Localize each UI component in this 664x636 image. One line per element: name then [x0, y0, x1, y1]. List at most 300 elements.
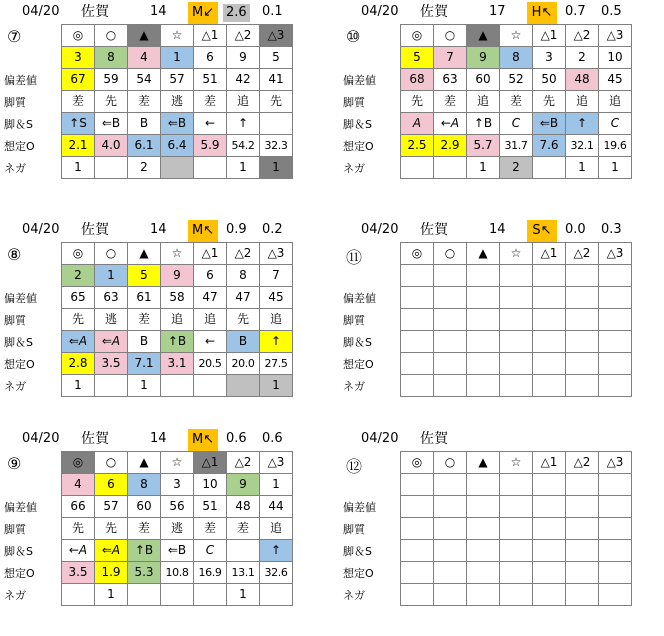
negative-cell — [500, 584, 533, 606]
horse-number-cell: 8 — [95, 47, 128, 69]
index-value-1: 0.9 — [226, 222, 247, 237]
pace-tag — [527, 429, 557, 451]
running-style-row — [401, 309, 632, 331]
prediction-grid — [400, 451, 632, 606]
negative-cell — [128, 584, 161, 606]
expected-odds-cell — [599, 562, 632, 584]
mark-cell: △3 — [599, 452, 632, 474]
expected-odds-cell: 16.9 — [194, 562, 227, 584]
negative-cell: 1 — [227, 157, 260, 179]
running-style-cell — [434, 518, 467, 540]
row-label: 脚質 — [343, 314, 365, 327]
negative-cell — [401, 157, 434, 179]
mark-cell: △2 — [566, 25, 599, 47]
running-style-row — [62, 518, 293, 540]
index-value-1: 0.6 — [226, 431, 247, 446]
deviation-cell: 60 — [467, 69, 500, 91]
row-label: 脚質 — [4, 96, 26, 109]
pace-tag: M↖ — [188, 220, 218, 242]
leg-speed-cell — [401, 331, 434, 353]
prediction-grid — [61, 242, 293, 397]
horse-number-cell — [467, 265, 500, 287]
negative-cell — [533, 584, 566, 606]
running-style-cell — [533, 309, 566, 331]
deviation-cell: 56 — [161, 496, 194, 518]
negative-cell: 2 — [500, 157, 533, 179]
deviation-cell: 50 — [533, 69, 566, 91]
row-label: ネガ — [343, 380, 365, 393]
mark-cell: △3 — [599, 25, 632, 47]
deviation-row — [401, 287, 632, 309]
row-label: 偏差値 — [343, 74, 376, 87]
horse-number-cell: 3 — [161, 474, 194, 496]
mark-cell: △3 — [260, 25, 293, 47]
horse-number-row — [401, 47, 632, 69]
expected-odds-cell: 7.6 — [533, 135, 566, 157]
horse-number-cell — [500, 265, 533, 287]
mark-cell: △3 — [599, 243, 632, 265]
deviation-cell: 63 — [434, 69, 467, 91]
mark-cell: ◎ — [62, 243, 95, 265]
expected-odds-cell: 2.9 — [434, 135, 467, 157]
negative-row — [62, 584, 293, 606]
leg-speed-cell: ⇐A — [95, 331, 128, 353]
expected-odds-cell: 5.7 — [467, 135, 500, 157]
expected-odds-row — [401, 562, 632, 584]
race-date: 04/20 — [361, 222, 399, 237]
row-label: 想定O — [4, 140, 35, 153]
mark-cell: ▲ — [128, 243, 161, 265]
running-style-cell: 追 — [161, 309, 194, 331]
row-label: 脚＆S — [343, 336, 372, 349]
deviation-cell: 60 — [128, 496, 161, 518]
running-style-cell: 差 — [62, 91, 95, 113]
running-style-cell: 逃 — [161, 91, 194, 113]
mark-cell: ○ — [95, 25, 128, 47]
negative-cell — [95, 157, 128, 179]
pace-tag: S↖ — [527, 220, 557, 242]
deviation-cell — [401, 496, 434, 518]
expected-odds-cell: 19.6 — [599, 135, 632, 157]
mark-cell: △1 — [533, 452, 566, 474]
expected-odds-cell: 10.8 — [161, 562, 194, 584]
running-style-cell: 先 — [95, 518, 128, 540]
expected-odds-cell — [434, 353, 467, 375]
leg-speed-cell — [260, 113, 293, 135]
prediction-grid — [400, 242, 632, 397]
row-label: 想定O — [4, 358, 35, 371]
horse-number-cell — [500, 474, 533, 496]
negative-cell: 1 — [62, 157, 95, 179]
leg-speed-cell: ← — [194, 113, 227, 135]
leg-speed-row — [62, 331, 293, 353]
leg-speed-cell: ↑B — [161, 331, 194, 353]
leg-speed-cell — [434, 540, 467, 562]
deviation-cell: 66 — [62, 496, 95, 518]
negative-cell — [194, 375, 227, 397]
mark-row — [62, 452, 293, 474]
row-label: 偏差値 — [343, 292, 376, 305]
expected-odds-row — [62, 135, 293, 157]
deviation-cell: 59 — [95, 69, 128, 91]
leg-speed-cell: ↑B — [128, 540, 161, 562]
deviation-cell: 54 — [128, 69, 161, 91]
leg-speed-cell: ←A — [62, 540, 95, 562]
mark-cell: ◎ — [401, 25, 434, 47]
leg-speed-row — [62, 540, 293, 562]
deviation-cell — [467, 287, 500, 309]
mark-cell: ○ — [434, 452, 467, 474]
mark-cell: ☆ — [500, 243, 533, 265]
mark-row — [62, 25, 293, 47]
row-label: 脚質 — [4, 314, 26, 327]
leg-speed-cell: B — [227, 331, 260, 353]
running-style-cell — [599, 518, 632, 540]
prediction-grid — [61, 451, 293, 606]
mark-cell: △3 — [260, 452, 293, 474]
prediction-grid — [61, 24, 293, 179]
expected-odds-cell: 3.5 — [62, 562, 95, 584]
venue: 佐賀 — [81, 4, 109, 20]
horse-number-cell: 1 — [260, 474, 293, 496]
expected-odds-cell: 32.3 — [260, 135, 293, 157]
expected-odds-cell: 6.1 — [128, 135, 161, 157]
race-panel — [0, 218, 310, 418]
horse-number-cell: 1 — [95, 265, 128, 287]
index-value-1: 0.0 — [565, 222, 586, 237]
running-style-cell — [533, 518, 566, 540]
horse-number-cell: 3 — [62, 47, 95, 69]
horse-number-cell — [401, 474, 434, 496]
mark-row — [401, 243, 632, 265]
horse-number-cell: 8 — [227, 265, 260, 287]
running-style-cell — [500, 518, 533, 540]
expected-odds-cell: 20.0 — [227, 353, 260, 375]
expected-odds-cell: 1.9 — [95, 562, 128, 584]
field-count: 14 — [150, 222, 167, 237]
mark-cell: ☆ — [500, 452, 533, 474]
mark-cell: ▲ — [467, 25, 500, 47]
expected-odds-cell — [500, 562, 533, 584]
expected-odds-cell: 2.1 — [62, 135, 95, 157]
race-header — [0, 218, 310, 242]
running-style-cell: 追 — [260, 309, 293, 331]
negative-cell — [95, 375, 128, 397]
running-style-row — [62, 309, 293, 331]
deviation-row — [401, 496, 632, 518]
running-style-cell: 追 — [194, 309, 227, 331]
deviation-cell — [566, 287, 599, 309]
mark-cell: ◎ — [62, 452, 95, 474]
horse-number-cell — [401, 265, 434, 287]
expected-odds-cell — [566, 353, 599, 375]
venue: 佐賀 — [420, 431, 448, 447]
running-style-cell: 追 — [260, 518, 293, 540]
running-style-cell: 差 — [128, 518, 161, 540]
negative-cell — [161, 584, 194, 606]
leg-speed-cell: ↑ — [566, 113, 599, 135]
expected-odds-cell: 2.8 — [62, 353, 95, 375]
running-style-cell — [500, 309, 533, 331]
venue: 佐賀 — [420, 222, 448, 238]
expected-odds-cell: 5.3 — [128, 562, 161, 584]
race-panel — [339, 427, 649, 627]
negative-cell — [467, 375, 500, 397]
race-panel — [339, 0, 649, 200]
row-label: 脚＆S — [4, 545, 33, 558]
leg-speed-cell — [500, 540, 533, 562]
deviation-cell — [533, 496, 566, 518]
row-label: 想定O — [343, 567, 374, 580]
horse-number-cell: 5 — [260, 47, 293, 69]
mark-cell: ☆ — [161, 25, 194, 47]
race-number: ⑧ — [7, 245, 22, 264]
leg-speed-cell — [566, 331, 599, 353]
horse-number-cell: 9 — [161, 265, 194, 287]
negative-row — [401, 157, 632, 179]
mark-cell: ○ — [434, 243, 467, 265]
index-value-1: 0.7 — [565, 4, 586, 19]
row-label: 想定O — [4, 567, 35, 580]
negative-cell — [161, 157, 194, 179]
mark-cell: ◎ — [62, 25, 95, 47]
race-number: ⑩ — [346, 27, 361, 46]
running-style-cell: 差 — [128, 309, 161, 331]
running-style-cell: 追 — [566, 91, 599, 113]
race-date: 04/20 — [361, 4, 399, 19]
negative-row — [401, 375, 632, 397]
deviation-cell — [500, 496, 533, 518]
expected-odds-cell: 31.7 — [500, 135, 533, 157]
expected-odds-cell — [401, 353, 434, 375]
deviation-cell: 68 — [401, 69, 434, 91]
horse-number-cell — [566, 474, 599, 496]
expected-odds-cell: 32.1 — [566, 135, 599, 157]
race-number: ⑫ — [346, 457, 363, 476]
negative-cell — [599, 584, 632, 606]
horse-number-cell — [434, 265, 467, 287]
negative-cell: 1 — [260, 375, 293, 397]
leg-speed-cell — [467, 331, 500, 353]
deviation-cell: 48 — [566, 69, 599, 91]
running-style-cell — [401, 309, 434, 331]
horse-number-cell: 9 — [467, 47, 500, 69]
deviation-cell — [434, 496, 467, 518]
mark-row — [401, 452, 632, 474]
horse-number-cell: 7 — [260, 265, 293, 287]
expected-odds-cell: 27.5 — [260, 353, 293, 375]
deviation-cell — [599, 496, 632, 518]
race-panel — [339, 218, 649, 418]
mark-cell: △2 — [227, 25, 260, 47]
negative-cell — [500, 375, 533, 397]
horse-number-cell — [533, 474, 566, 496]
running-style-cell: 差 — [194, 91, 227, 113]
leg-speed-cell: ⇐B — [533, 113, 566, 135]
expected-odds-cell — [401, 562, 434, 584]
deviation-cell — [599, 287, 632, 309]
horse-number-cell: 6 — [194, 265, 227, 287]
row-label: 偏差値 — [4, 501, 37, 514]
running-style-cell: 先 — [227, 309, 260, 331]
race-number: ⑦ — [7, 27, 22, 46]
expected-odds-cell: 3.1 — [161, 353, 194, 375]
negative-cell: 1 — [62, 375, 95, 397]
race-date: 04/20 — [22, 431, 60, 446]
horse-number-cell: 6 — [95, 474, 128, 496]
leg-speed-cell — [500, 331, 533, 353]
row-label: 脚＆S — [4, 336, 33, 349]
expected-odds-cell — [599, 353, 632, 375]
race-date: 04/20 — [22, 4, 60, 19]
leg-speed-cell — [533, 540, 566, 562]
race-panel — [0, 0, 310, 200]
running-style-row — [62, 91, 293, 113]
deviation-cell: 57 — [161, 69, 194, 91]
deviation-cell: 48 — [227, 496, 260, 518]
expected-odds-cell: 20.5 — [194, 353, 227, 375]
negative-cell — [467, 584, 500, 606]
mark-cell: △1 — [194, 25, 227, 47]
pace-tag: H↖ — [527, 2, 557, 24]
expected-odds-cell: 4.0 — [95, 135, 128, 157]
expected-odds-row — [401, 135, 632, 157]
running-style-cell — [566, 518, 599, 540]
field-count: 14 — [150, 431, 167, 446]
deviation-cell: 45 — [260, 287, 293, 309]
horse-number-row — [62, 265, 293, 287]
horse-number-cell — [599, 265, 632, 287]
leg-speed-cell — [434, 331, 467, 353]
negative-cell — [227, 375, 260, 397]
row-label: ネガ — [4, 589, 26, 602]
running-style-cell — [599, 309, 632, 331]
leg-speed-row — [401, 331, 632, 353]
running-style-cell — [467, 309, 500, 331]
pace-tag: M↖ — [188, 429, 218, 451]
expected-odds-row — [401, 353, 632, 375]
mark-cell: ▲ — [128, 452, 161, 474]
index-value-2: 0.5 — [601, 4, 622, 19]
mark-cell: ☆ — [161, 243, 194, 265]
mark-cell: △2 — [227, 243, 260, 265]
mark-cell: ◎ — [401, 452, 434, 474]
expected-odds-cell: 3.5 — [95, 353, 128, 375]
leg-speed-cell — [227, 540, 260, 562]
mark-cell: △2 — [566, 243, 599, 265]
mark-cell: △1 — [533, 243, 566, 265]
leg-speed-cell: ⇐A — [62, 331, 95, 353]
mark-cell: △2 — [227, 452, 260, 474]
leg-speed-cell — [401, 540, 434, 562]
horse-number-cell: 10 — [194, 474, 227, 496]
running-style-cell: 差 — [128, 91, 161, 113]
mark-cell: △1 — [194, 243, 227, 265]
running-style-cell: 追 — [467, 91, 500, 113]
leg-speed-cell: ↑ — [227, 113, 260, 135]
leg-speed-row — [401, 540, 632, 562]
leg-speed-cell: ⇐B — [161, 540, 194, 562]
mark-cell: ☆ — [161, 452, 194, 474]
mark-cell: ▲ — [128, 25, 161, 47]
race-header — [339, 0, 649, 24]
mark-cell: △1 — [533, 25, 566, 47]
race-number: ⑨ — [7, 454, 22, 473]
venue: 佐賀 — [420, 4, 448, 20]
leg-speed-cell — [599, 540, 632, 562]
deviation-cell: 42 — [227, 69, 260, 91]
running-style-cell: 差 — [434, 91, 467, 113]
leg-speed-cell: ↑ — [260, 540, 293, 562]
horse-number-cell: 8 — [128, 474, 161, 496]
negative-cell: 1 — [227, 584, 260, 606]
running-style-cell: 差 — [227, 518, 260, 540]
horse-number-cell: 3 — [533, 47, 566, 69]
row-label: 脚＆S — [343, 118, 372, 131]
expected-odds-cell: 13.1 — [227, 562, 260, 584]
row-label: 脚質 — [4, 523, 26, 536]
row-label: ネガ — [343, 162, 365, 175]
mark-cell: △2 — [566, 452, 599, 474]
leg-speed-cell: ↑S — [62, 113, 95, 135]
leg-speed-cell: ⇐A — [95, 540, 128, 562]
deviation-cell — [401, 287, 434, 309]
running-style-cell: 先 — [401, 91, 434, 113]
negative-row — [401, 584, 632, 606]
expected-odds-row — [62, 353, 293, 375]
running-style-cell: 逃 — [95, 309, 128, 331]
expected-odds-cell — [467, 353, 500, 375]
deviation-cell: 51 — [194, 496, 227, 518]
running-style-cell: 追 — [599, 91, 632, 113]
row-label: 偏差値 — [343, 501, 376, 514]
negative-cell — [434, 584, 467, 606]
horse-number-cell: 9 — [227, 47, 260, 69]
horse-number-cell: 6 — [194, 47, 227, 69]
venue: 佐賀 — [81, 431, 109, 447]
leg-speed-cell — [599, 331, 632, 353]
index-value-2: 0.6 — [262, 431, 283, 446]
horse-number-cell: 5 — [401, 47, 434, 69]
race-header — [339, 427, 649, 451]
negative-cell: 1 — [260, 157, 293, 179]
race-number: ⑪ — [346, 248, 363, 267]
leg-speed-cell: A — [401, 113, 434, 135]
leg-speed-row — [62, 113, 293, 135]
race-header — [339, 218, 649, 242]
leg-speed-cell: C — [500, 113, 533, 135]
deviation-cell: 67 — [62, 69, 95, 91]
negative-cell — [533, 157, 566, 179]
row-label: ネガ — [4, 380, 26, 393]
negative-cell — [194, 584, 227, 606]
deviation-cell: 63 — [95, 287, 128, 309]
field-count: 14 — [150, 4, 167, 19]
deviation-row — [62, 287, 293, 309]
prediction-grid — [400, 24, 632, 179]
race-header — [0, 427, 310, 451]
deviation-cell: 41 — [260, 69, 293, 91]
index-value-2: 0.1 — [262, 4, 283, 19]
mark-cell: ○ — [434, 25, 467, 47]
expected-odds-cell — [566, 562, 599, 584]
horse-number-cell — [566, 265, 599, 287]
horse-number-cell: 1 — [161, 47, 194, 69]
leg-speed-cell: C — [599, 113, 632, 135]
running-style-cell: 差 — [500, 91, 533, 113]
negative-cell: 1 — [566, 157, 599, 179]
race-date: 04/20 — [22, 222, 60, 237]
